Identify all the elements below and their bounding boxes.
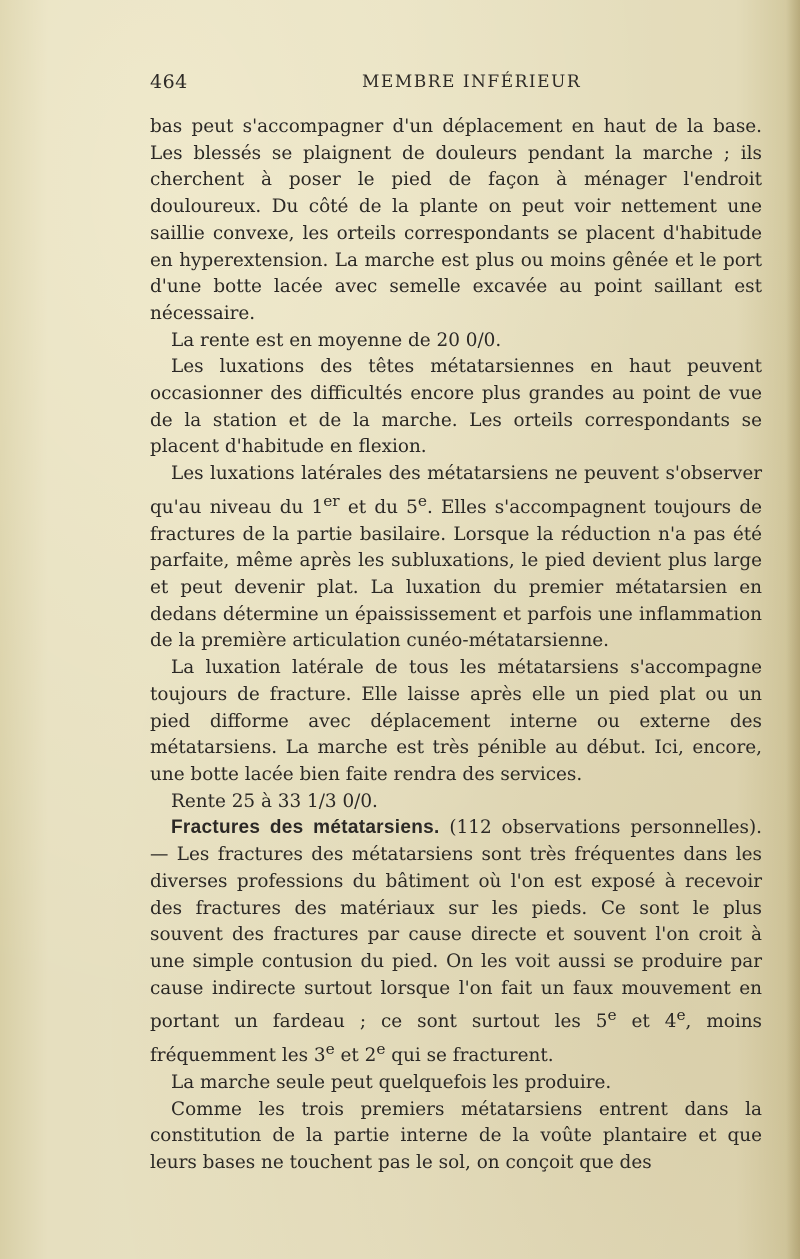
superscript: e — [325, 1040, 335, 1059]
body-text — [150, 114, 762, 1177]
superscript: e — [376, 1040, 386, 1059]
paragraph: Les luxations des têtes métatarsiennes en haut peuvent occasionner des difficultés encore plus grandes au point de vue de la station et de la marche. Les orteils correspondants se placent d'habitude en flexion. — [150, 356, 762, 458]
superscript: er — [323, 491, 340, 510]
paragraph-text: et 2 — [334, 1045, 377, 1067]
paragraph-text: (112 observations personnelles). — Les fractures des métatarsiens sont très fréquentes dans les diverses professions du bâtiment où l'on est exposé à recevoir des fractures des matériaux sur les pieds. Ce sont le plus souvent des fractures par cause directe et souvent l'on croit à une simple contusion du pied. On les voit aussi se produire par cause indirecte surtout lorsque l'on fait un faux mouvement en portant un fardeau ; ce sont surtout les 5 — [150, 817, 762, 1033]
paragraph-text: qui se fracturent. — [385, 1045, 554, 1067]
paragraph: Rente 25 à 33 1/3 0/0. — [171, 790, 378, 812]
page-header — [150, 71, 762, 97]
superscript: e — [676, 1006, 686, 1025]
paragraph: La marche seule peut quelquefois les produire. — [171, 1071, 612, 1093]
superscript: e — [607, 1006, 617, 1025]
superscript: e — [417, 491, 427, 510]
paragraph: La luxation latérale de tous les métatarsiens s'accompagne toujours de fracture. Elle laisse après elle un pied plat ou un pied difforme avec déplacement interne ou externe des métatarsiens. La marche est très pénible au début. Ici, encore, une botte lacée bien faite rendra des services. — [150, 657, 762, 785]
paragraph-text: et du 5 — [339, 496, 418, 518]
paragraph-text: et 4 — [616, 1011, 677, 1033]
page-edge-shadow — [786, 0, 800, 1259]
paragraph — [150, 461, 762, 655]
page-number: 464 — [150, 71, 188, 93]
paragraph: La rente est en moyenne de 20 0/0. — [171, 329, 502, 351]
running-title: MEMBRE INFÉRIEUR — [362, 72, 582, 92]
paragraph: Comme les trois premiers métatarsiens entrent dans la constitution de la partie interne de la voûte plantaire et que leurs bases ne touchent pas le sol, on conçoit que des — [150, 1098, 762, 1174]
section-heading: Fractures des métatarsiens. — [171, 817, 440, 839]
paragraph-text: Les luxations latérales des métatarsiens ne peuvent s'observer qu'au niveau du 1 — [150, 463, 762, 518]
paragraph: bas peut s'accompagner d'un déplacement en haut de la base. Les blessés se plaignent de douleurs pendant la marche ; ils cherchent à poser le pied de façon à ménager l'endroit douloureux. Du côté de la plante on peut voir nettement une saillie convexe, les orteils correspondants se placent d'habitude en hyperextension. La marche est plus ou moins gênée et le port d'une botte lacée avec semelle excavée au point saillant est nécessaire. — [150, 116, 762, 324]
paragraph — [150, 815, 762, 1070]
paragraph-text: , moins fréquemment les 3 — [150, 1011, 762, 1067]
paragraph-text: . Elles s'accompagnent toujours de fractures de la partie basilaire. Lorsque la réduction n'a pas été parfaite, même après les subluxations, le pied devient plus large et peut devenir plat. La luxation du premier métatarsien en dedans détermine un épaississement et parfois une inflammation de la première articulation cunéo-métatarsienne. — [150, 496, 762, 652]
